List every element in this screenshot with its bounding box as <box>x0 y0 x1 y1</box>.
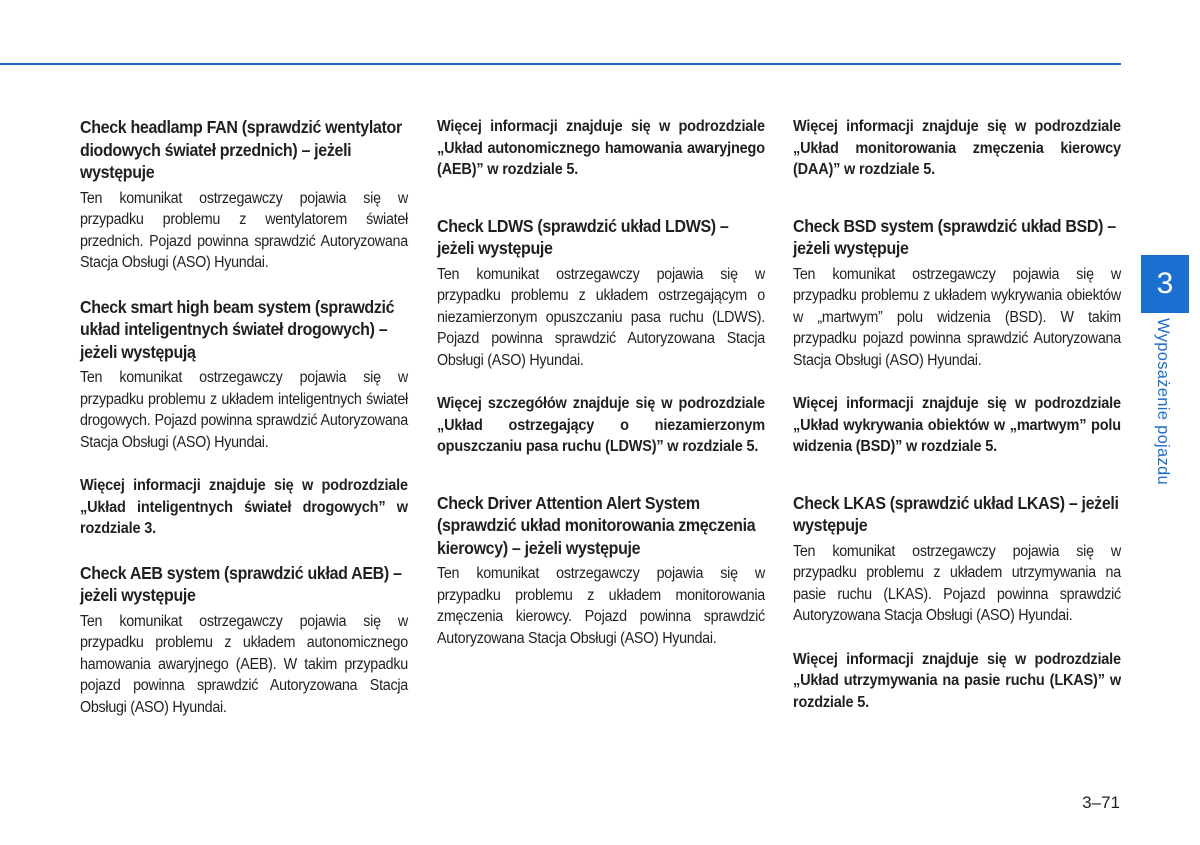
section-bsd <box>793 215 1121 372</box>
note-smart-high-beam: Więcej informacji znajduje się w podrozdziale „Układ inteligentnych świateł drogowych” w rozdziale 3. <box>80 477 408 537</box>
section-aeb-note <box>437 116 765 181</box>
section-ldws-note <box>437 393 765 458</box>
section-lkas-note <box>793 649 1121 714</box>
section-headlamp-fan <box>80 116 408 274</box>
section-daa-note <box>793 116 1121 181</box>
section-daa <box>437 492 765 650</box>
section-aeb <box>80 562 408 719</box>
section-ldws <box>437 215 765 372</box>
section-bsd-note <box>793 393 1121 458</box>
section-title-ldws: Check LDWS (sprawdzić układ LDWS) – jeżeli występuje <box>437 215 729 258</box>
section-title-headlamp-fan: Check headlamp FAN (sprawdzić wentylator diodowych świateł przednich) – jeżeli występuje <box>80 117 402 182</box>
section-text-daa: Ten komunikat ostrzegawczy pojawia się w przypadku problemu z układem monitorowania zmęczenia kierowcy. Pojazd powinna sprawdzić Autoryzowana Stacja Obsługi (ASO) Hyundai. <box>437 565 765 647</box>
column-middle <box>437 116 765 671</box>
section-title-bsd: Check BSD system (sprawdzić układ BSD) – jeżeli występuje <box>793 215 1116 258</box>
chapter-number-tab: 3 <box>1141 255 1189 313</box>
column-left <box>80 116 408 740</box>
section-title-aeb: Check AEB system (sprawdzić układ AEB) – jeżeli występuje <box>80 562 402 605</box>
note-aeb: Więcej informacji znajduje się w podrozdziale „Układ autonomicznego hamowania awaryjnego (AEB)” w rozdziale 5. <box>437 118 765 178</box>
column-right <box>793 116 1121 735</box>
section-smart-high-beam-note <box>80 475 408 540</box>
section-text-aeb: Ten komunikat ostrzegawczy pojawia się w przypadku problemu z układem autonomicznego hamowania awaryjnego (AEB). W takim przypadku pojazd powinna sprawdzić Autoryzowana Stacja Obsługi (ASO) Hyundai. <box>80 612 408 716</box>
header-rule <box>0 63 1121 65</box>
section-title-daa: Check Driver Attention Alert System (sprawdzić układ monitorowania zmęczenia kierowcy) – jeżeli występuje <box>437 492 756 558</box>
section-text-smart-high-beam: Ten komunikat ostrzegawczy pojawia się w przypadku problemu z układem inteligentnych świateł drogowych. Pojazd powinna sprawdzić Autoryzowana Stacja Obsługi (ASO) Hyundai. <box>80 369 408 451</box>
section-title-lkas: Check LKAS (sprawdzić układ LKAS) – jeżeli występuje <box>793 492 1119 535</box>
note-bsd: Więcej informacji znajduje się w podrozdziale „Układ wykrywania obiektów w „martwym” polu widzenia (BSD)” w rozdziale 5. <box>793 395 1121 455</box>
note-daa: Więcej informacji znajduje się w podrozdziale „Układ monitorowania zmęczenia kierowcy (DAA)” w rozdziale 5. <box>793 118 1121 178</box>
section-text-ldws: Ten komunikat ostrzegawczy pojawia się w przypadku problemu z układem ostrzegającym o niezamierzonym opuszczaniu pasa ruchu (LDWS). Pojazd powinna sprawdzić Autoryzowana Stacja Obsługi (ASO) Hyundai. <box>437 265 765 369</box>
section-text-lkas: Ten komunikat ostrzegawczy pojawia się w przypadku problemu z układem utrzymywania na pasie ruchu (LKAS). Pojazd powinna sprawdzić Autoryzowana Stacja Obsługi (ASO) Hyundai. <box>793 542 1121 624</box>
section-lkas <box>793 492 1121 627</box>
note-lkas: Więcej informacji znajduje się w podrozdziale „Układ utrzymywania na pasie ruchu (LKAS)” w rozdziale 5. <box>793 650 1121 711</box>
section-text-headlamp-fan: Ten komunikat ostrzegawczy pojawia się w przypadku problemu z wentylatorem świateł przednich. Pojazd powinna sprawdzić Autoryzowana Stacja Obsługi (ASO) Hyundai. <box>80 189 408 271</box>
note-ldws: Więcej szczegółów znajduje się w podrozdziale „Układ ostrzegający o niezamierzonym opuszczaniu pasa ruchu (LDWS)” w rozdziale 5. <box>437 395 765 455</box>
section-text-bsd: Ten komunikat ostrzegawczy pojawia się w przypadku problemu z układem wykrywania obiektów w „martwym” polu widzenia (BSD). W takim przypadku pojazd powinna sprawdzić Autoryzowana Stacja Obsługi (ASO) Hyundai. <box>793 265 1121 369</box>
section-title-smart-high-beam: Check smart high beam system (sprawdzić układ inteligentnych świateł drogowych) – jeżeli występują <box>80 296 395 362</box>
section-smart-high-beam <box>80 296 408 454</box>
page-number: 3–71 <box>1082 793 1120 812</box>
chapter-title: Wyposażenie pojazdu <box>1154 318 1172 485</box>
